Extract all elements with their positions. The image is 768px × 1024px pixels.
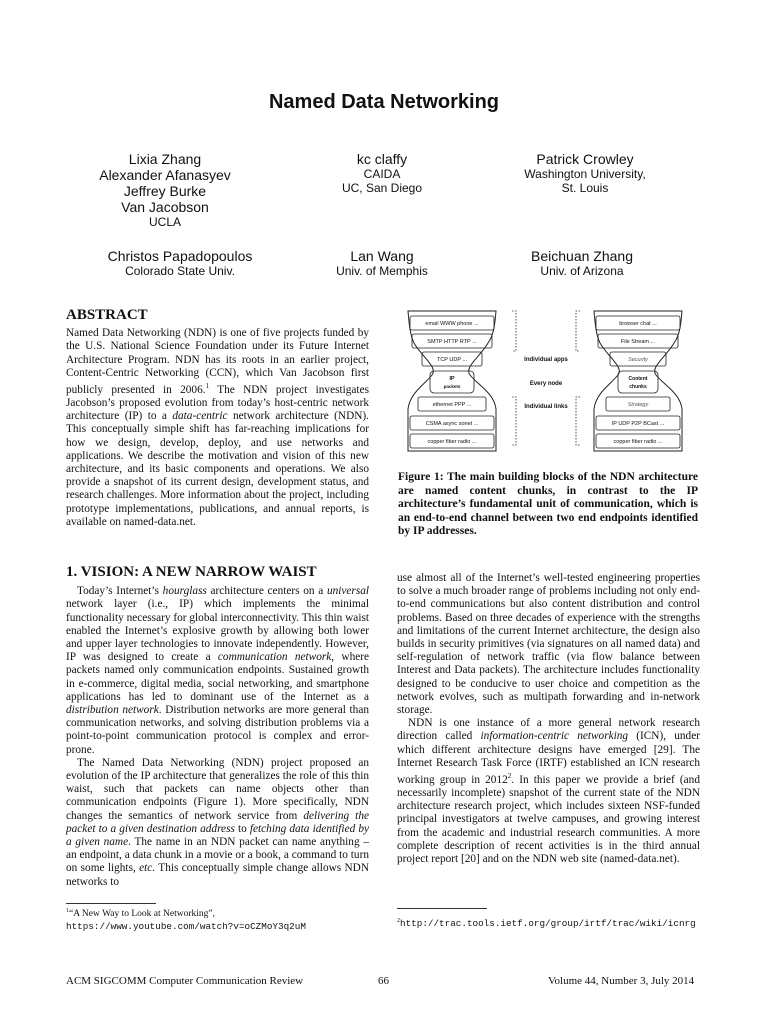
author-name: Van Jacobson (121, 199, 209, 215)
abstract-heading: ABSTRACT (66, 307, 148, 323)
author-block-arizona (462, 248, 702, 278)
footnote-2: $^2$http://trac.tools.ietf.org/group/irtf/trac/wiki/icnrg (397, 918, 696, 930)
layer-label: chunks (629, 384, 647, 390)
layer-label: copper fiber radio ... (427, 439, 477, 445)
author-name: Jeffrey Burke (123, 183, 207, 199)
paper-title: Named Data Networking (268, 91, 500, 113)
paragraph: NDN is one instance of a more general network research direction called information-centric networking (ICN), under which different architecture designs have emerged [29]. The Internet Research Task Force (IRTF) established an ICN research working group in 2012$^2$. In this paper we provide a brief (and necessarily incomplete) snapshot of the current state of the NDN architecture research project, which includes sixteen NSF-funded principal investigators at twelve campuses, and growing interest from the academic and industrial research communities. A more complete description of recent activities is in the third annual project report [20] and on the NDN web site (named-data.net). (397, 717, 700, 866)
brace-links-right (576, 397, 580, 445)
waist-box (430, 371, 474, 393)
mid-label: Individual links (524, 404, 568, 410)
footnote-rule (397, 908, 487, 909)
author-name: Lixia Zhang (128, 151, 202, 167)
layer-label: IP UDP P2P BCast ... (611, 421, 665, 427)
author-affiliation: CAIDA (363, 167, 401, 181)
author-name: kc claffy (356, 151, 408, 167)
abstract-section (66, 309, 369, 529)
layer-label: Security (628, 357, 648, 363)
layer-label: browser chat ... (619, 321, 657, 327)
footer-page-number: 66 (378, 975, 389, 987)
abstract-body: Named Data Networking (NDN) is one of five projects funded by the U.S. National Science Foundation under its Future Internet Architecture Program. NDN has its roots in an earlier project, Content-Centric Networking (CCN), which Van Jacobson first publicly presented in 2006.$^1$ The NDN project investigates Jacobson’s proposed evolution from today’s host-centric network architecture (IP) to a data-centric network architecture (NDN). This conceptually simple shift has far-reaching implications for how we design, develop, deploy, and use networks and applications. We describe the motivation and vision of this new architecture, and its basic components and operations. We also provide a snapshot of its current design, development status, and research challenges. More information about the project, including prototype implementations, publications, and annual reports, is available on named-data.net. (66, 327, 369, 528)
figure-1-caption: Figure 1: The main building blocks of the NDN architecture are named content chunks, in contrast to the IP architecture’s fundamental unit of communication, which is an end-to-end channel between two end endpoints identified by IP addresses. (398, 471, 698, 537)
footer-volume: Volume 44, Number 3, July 2014 (548, 975, 695, 987)
footnote-url[interactable]: http://trac.tools.ietf.org/group/irtf/trac/wiki/icnrg (400, 918, 696, 930)
author-name: Christos Papadopoulos (107, 248, 253, 264)
layer-label: File Stream ... (620, 339, 656, 345)
layer-label: ethernet PPP ... (432, 402, 472, 408)
layer-label: TCP UDP ... (436, 357, 468, 363)
footnote-url[interactable]: https://www.youtube.com/watch?v=oCZMoY3q2uM (66, 920, 306, 932)
layer-label: Strategy (627, 402, 649, 408)
layer-label: Content (628, 376, 648, 382)
author-affiliation: UC, San Diego (341, 181, 423, 195)
footnote-mark: 1 (205, 382, 210, 391)
brace-apps-left (512, 311, 516, 351)
footer-journal: ACM SIGCOMM Computer Communication Review (66, 975, 304, 987)
footnote-1: $^1$“A New Way to Look at Networking”, https://www.youtube.com/watch?v=oCZMoY3q2uM (66, 906, 369, 932)
author-name: Lan Wang (350, 248, 414, 264)
section-heading: 1. VISION: A NEW NARROW WAIST (66, 564, 317, 580)
section-1-right (397, 572, 700, 866)
author-affiliation: UCLA (148, 215, 181, 229)
paragraph: Today’s Internet’s hourglass architecture centers on a universal network layer (i.e., IP) which implements the minimal functionality necessary for global interconnectivity. This thin waist enabled the Internet’s explosive growth by allowing both lower and upper layer technologies to innovate independently. However, IP was designed to create a communication network, where packets named only communication endpoints. Sustained growth in e-commerce, digital media, social networking, and smartphone applications has led to dominant use of the Internet as a distribution network. Distribution networks are more general than communication networks, and solving distribution problems via a point-to-point communication protocol is complex and error-prone. (66, 585, 370, 756)
author-affiliation: St. Louis (561, 181, 609, 195)
paragraph: The Named Data Networking (NDN) project proposed an evolution of the IP architecture that generalizes the role of this thin waist, such that packets can name objects other than communication endpoints (Figure 1). More specifically, NDN changes the semantics of network service from delivering the packet to a given destination address to fetching data identified by a given name. The name in an NDN packet can name anything – an endpoint, a data chunk in a movie or a book, a command to turn on some lights, etc. This conceptually simple change allows NDN networks to (66, 756, 370, 888)
layer-label: IP (449, 376, 455, 382)
layer-label: copper fiber radio ... (613, 439, 663, 445)
brace-apps-right (576, 311, 580, 351)
author-affiliation: Washington University, (524, 167, 646, 181)
layer-label: email WWW phone ... (425, 321, 479, 327)
layer-label: CSMA async sonet ... (425, 421, 479, 427)
author-affiliation: Univ. of Memphis (336, 264, 428, 278)
layer-label: packets (443, 384, 461, 389)
author-name: Patrick Crowley (536, 151, 634, 167)
layer-label: SMTP HTTP RTP ... (427, 339, 477, 345)
author-name: Beichuan Zhang (531, 248, 633, 264)
author-block-ucla (45, 151, 285, 229)
mid-label: Every node (529, 381, 563, 387)
figure-1-diagram (398, 305, 703, 457)
author-affiliation: Colorado State Univ. (125, 264, 235, 278)
paragraph: use almost all of the Internet’s well-tested engineering properties to solve a much broader range of problems including not only end-to-end communications but also content distribution and control problems. Based on three decades of experience with the strengths and limitations of the current Internet architecture, the design also builds in security primitives (via signatures on all named data) and self-regulation of network traffic (via flow balance between Interest and Data packets). The architecture includes functionality designed to be conducive to user choice and competition as the network evolves, such as multipath forwarding and in-network storage. (397, 572, 700, 717)
author-affiliation: Univ. of Arizona (540, 264, 624, 278)
brace-links-left (512, 397, 516, 445)
mid-label: Individual apps (524, 357, 568, 363)
author-block-wustl (465, 151, 705, 195)
author-name: Alexander Afanasyev (99, 167, 231, 183)
footnote-rule (66, 903, 156, 904)
section-1-left (66, 566, 369, 889)
